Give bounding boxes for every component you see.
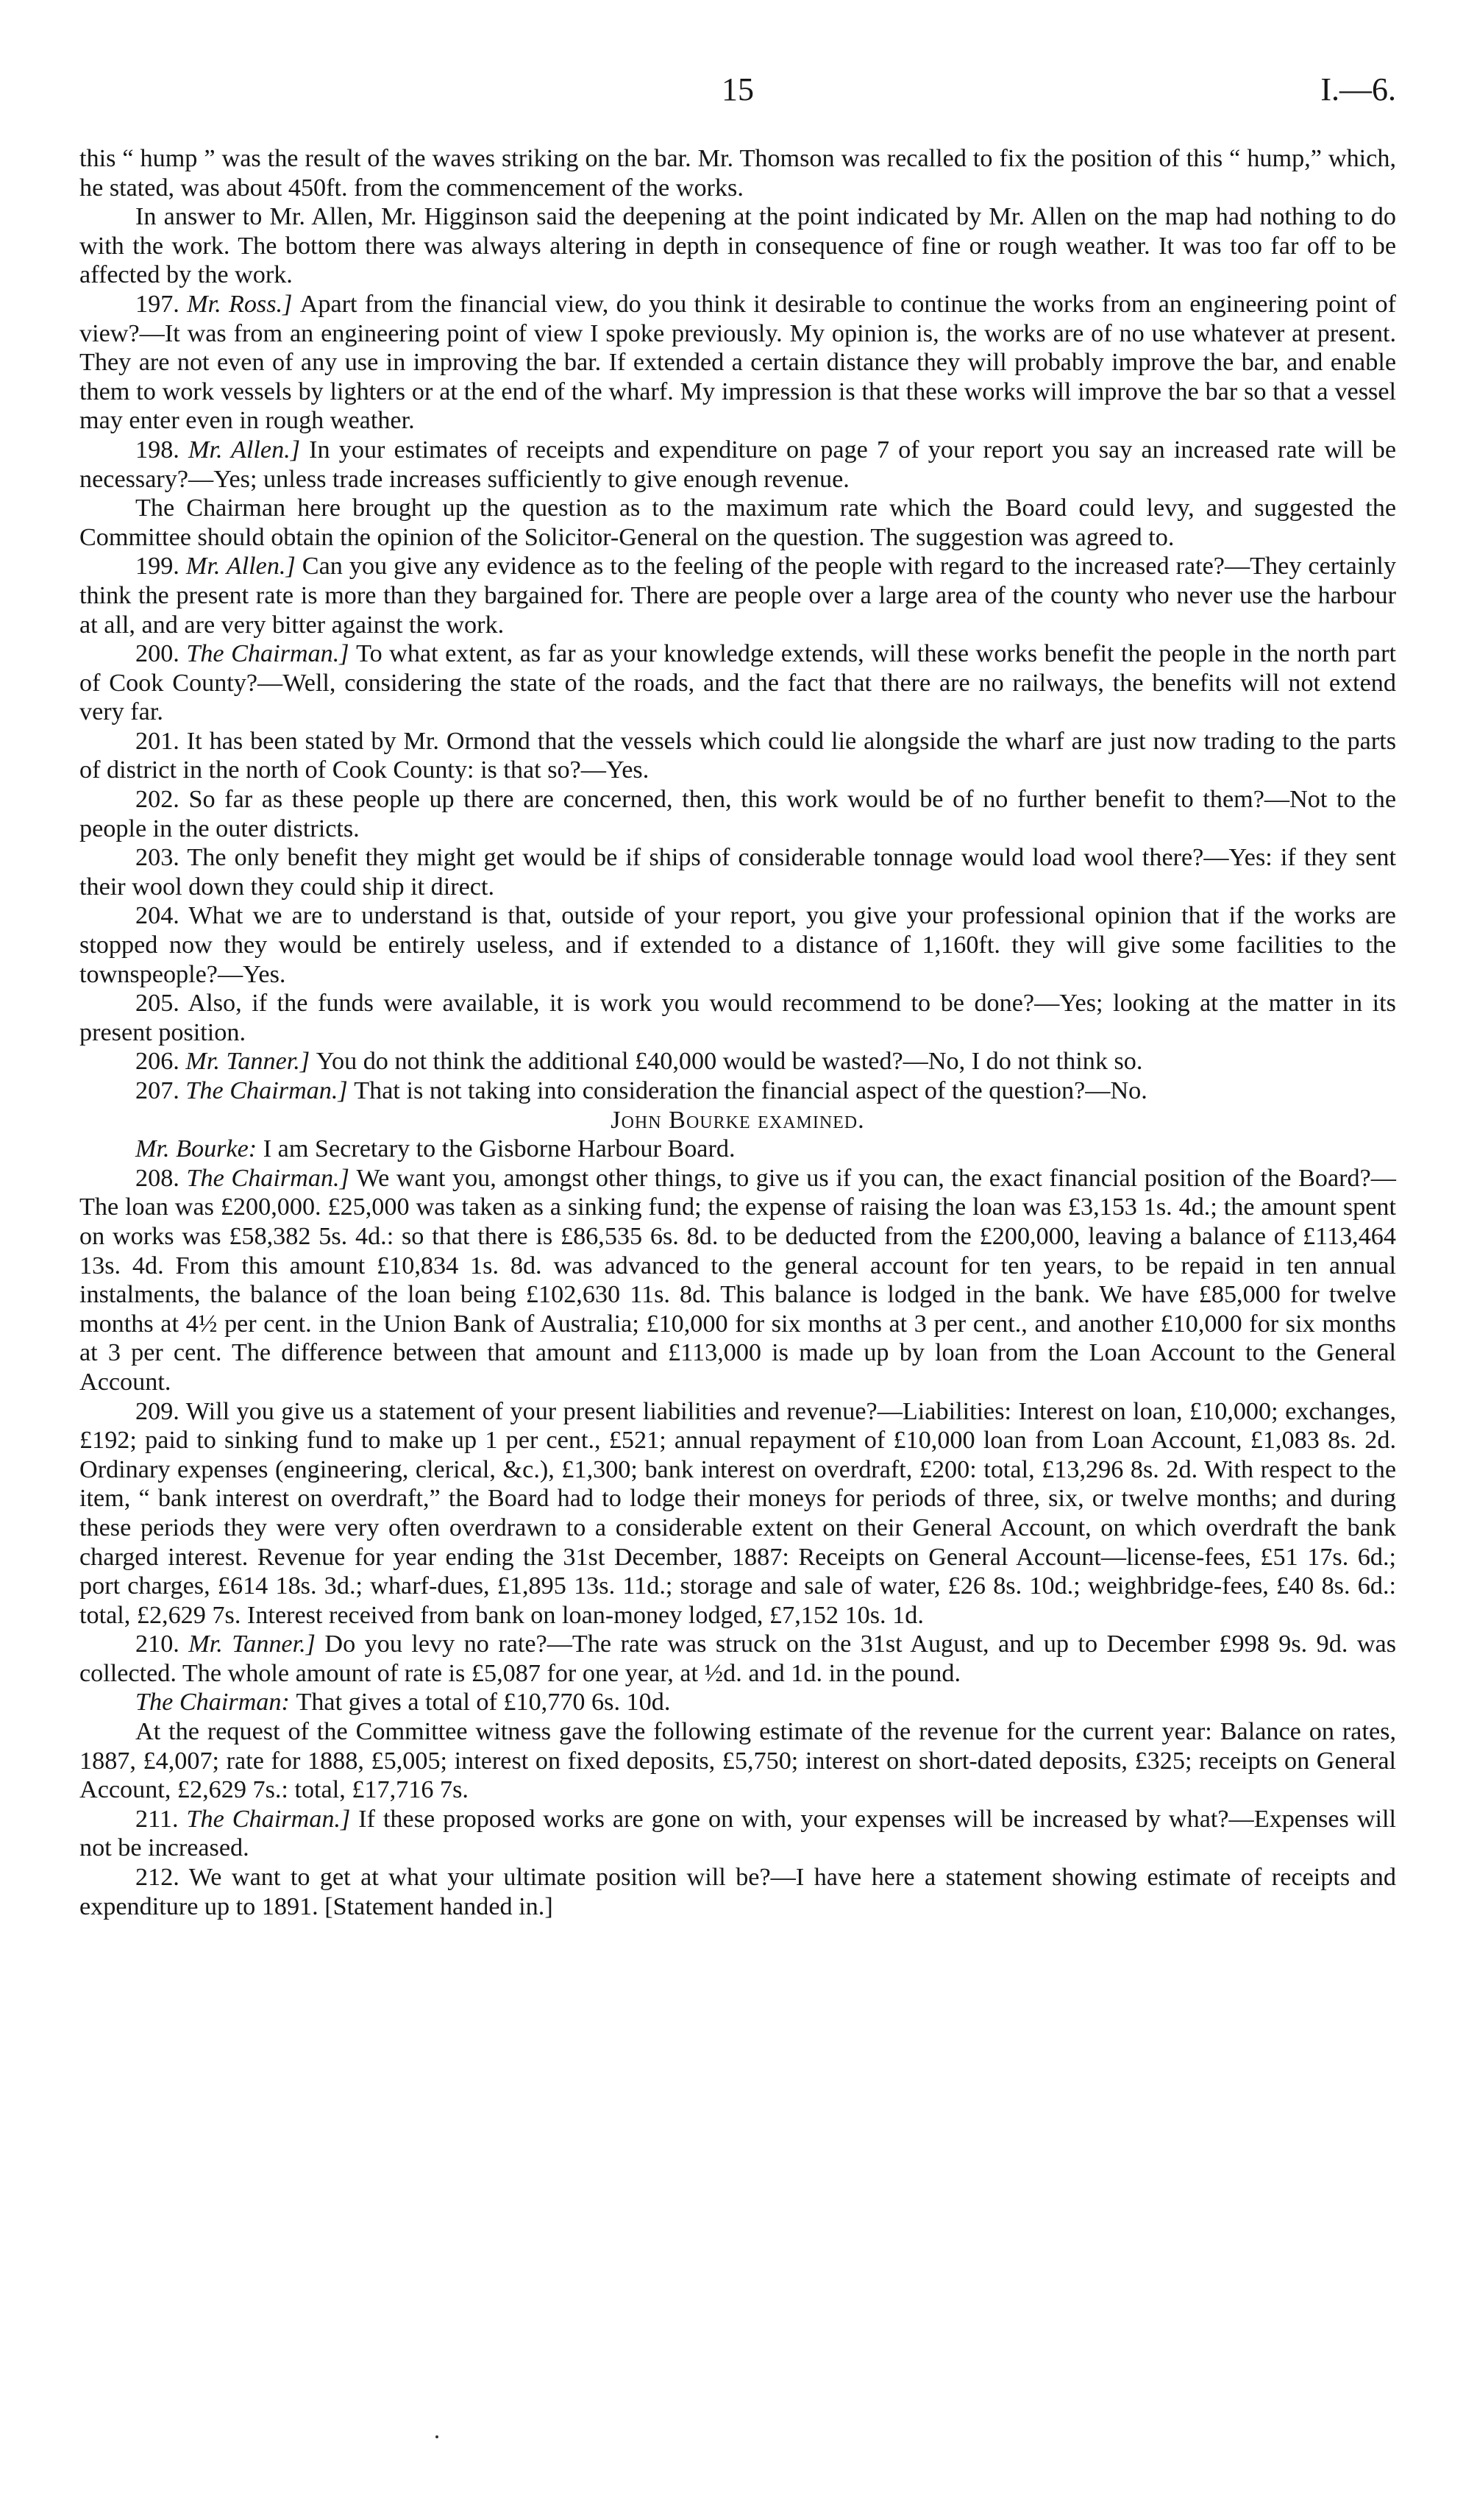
document-reference: I.—6.: [1320, 71, 1396, 107]
question-paragraph: [79, 989, 1396, 1047]
question-number: 209.: [135, 1397, 186, 1425]
paragraph-text: You do not think the additional £40,000 would be wasted?—No, I do not think so.: [316, 1048, 1143, 1076]
question-paragraph: [79, 1863, 1396, 1921]
paragraph: [79, 1688, 1396, 1717]
speaker-label: Mr. Allen.]: [185, 553, 302, 581]
paragraph-text: If these proposed works are gone on with, your expenses will be increased by what?—Expenses will not be increased.: [79, 1805, 1396, 1862]
question-number: 198.: [135, 436, 188, 464]
paragraph-text: this “ hump ” was the result of the waves striking on the bar. Mr. Thomson was recalled to fix the position of this “ hump,” which, he stated, was about 450ft. from the commencement of the works.: [79, 145, 1396, 202]
question-paragraph: [79, 1164, 1396, 1397]
paragraph-text: At the request of the Committee witness gave the following estimate of the revenue for the current year: Balance on rates, 1887, £4,007; rate for 1888, £5,005; interest on fixed deposits, £5,750; interest on short-dated deposits, £325; receipts on General Account, £2,629 7s.: total, £17,716 7s.: [79, 1718, 1396, 1804]
paragraph-text: That gives a total of £10,770 6s. 10d.: [296, 1689, 671, 1717]
question-number: 210.: [135, 1630, 189, 1658]
question-paragraph: [79, 1047, 1396, 1076]
paragraph-text: The only benefit they might get would be if ships of considerable tonnage would load wool there?—Yes: if they sent their wool down they could ship it direct.: [79, 844, 1396, 901]
witness-heading: John Bourke examined.: [611, 1106, 865, 1134]
speaker-label: Mr. Allen.]: [188, 436, 310, 464]
question-number: 197.: [135, 290, 188, 318]
question-number: 208.: [135, 1164, 187, 1192]
question-paragraph: [79, 290, 1396, 436]
paragraph: [79, 494, 1396, 552]
paragraph-text: I am Secretary to the Gisborne Harbour Board.: [263, 1135, 736, 1163]
paragraph-text: What we are to understand is that, outside of your report, you give your professional opinion that if the works are stopped now they would be entirely useless, and if extended to a distance of 1,160ft. they will give some facilities to the townspeople?—Yes.: [79, 902, 1396, 988]
paragraph: [79, 144, 1396, 202]
speaker-label: Mr. Bourke:: [135, 1135, 263, 1163]
paragraph-text: That is not taking into consideration the financial aspect of the question?—No.: [354, 1077, 1147, 1104]
speaker-label: The Chairman.]: [185, 1077, 355, 1104]
question-number: 206.: [135, 1048, 186, 1076]
question-paragraph: [79, 1397, 1396, 1630]
question-number: 205.: [135, 990, 188, 1018]
question-number: 201.: [135, 727, 187, 755]
body-text: [79, 144, 1396, 1921]
question-number: 211.: [135, 1805, 187, 1833]
question-paragraph: [79, 436, 1396, 494]
paragraph-text: In answer to Mr. Allen, Mr. Higginson said the deepening at the point indicated by Mr. Allen on the map had nothing to do with the work. The bottom there was always altering in depth in consequence of fine or rough weather. It was too far off to be affected by the work.: [79, 203, 1396, 289]
paragraph-text: It has been stated by Mr. Ormond that the vessels which could lie alongside the wharf are just now trading to the parts of district in the north of Cook County: is that so?—Yes.: [79, 727, 1397, 784]
question-number: 202.: [135, 786, 189, 814]
question-number: 207.: [135, 1077, 186, 1104]
paragraph-text: We want you, amongst other things, to give us if you can, the exact financial position of the Board?—The loan was £200,000. £25,000 was taken as a sinking fund; the expense of raising the loan was £3,153 1s. 4d.; the amount spent on works was £58,382 5s. 4d.: so that there is £86,535 6s. 8d. to be deducted from the £200,000, leaving a balance of £113,464 13s. 4d. From this amount £10,834 1s. 8d. was advanced to the general account for ten years, to be repaid in ten annual instalments, the balance of the loan being £102,630 11s. 8d. This balance is lodged in the bank. We have £85,000 for twelve months at 4½ per cent. in the Union Bank of Australia; £10,000 for six months at 3 per cent., and another £10,000 for six months at 3 per cent. The difference between that amount and £113,000 is made up by loan from the Loan Account to the General Account.: [79, 1164, 1396, 1396]
speaker-label: Mr. Ross.]: [187, 290, 300, 318]
paragraph: [79, 202, 1396, 290]
speaker-label: The Chairman.]: [186, 1805, 359, 1833]
paragraph-text: Can you give any evidence as to the feeling of the people with regard to the increased rate?—They certainly think the present rate is more than they bargained for. There are people over a large area of the county who never use the harbour at all, and are very bitter against the work.: [79, 553, 1397, 639]
speaker-label: Mr. Tanner.]: [185, 1048, 316, 1076]
paragraph-text: Also, if the funds were available, it is work you would recommend to be done?—Yes; looking at the matter in its present position.: [79, 990, 1396, 1046]
question-paragraph: [79, 785, 1396, 843]
paragraph-text: So far as these people up there are concerned, then, this work would be of no further benefit to them?—Not to the people in the outer districts.: [79, 786, 1397, 842]
question-number: 212.: [135, 1864, 189, 1892]
paragraph: [79, 1135, 1396, 1164]
speaker-label: Mr. Tanner.]: [188, 1630, 325, 1658]
question-paragraph: [79, 1630, 1396, 1688]
paragraph-text: Will you give us a statement of your present liabilities and revenue?—Liabilities: Interest on loan, £10,000; exchanges, £192; paid to sinking fund to make up 1 per cent., £521; annual repayment of £10,000 loan from Loan Account, £1,083 8s. 2d. Ordinary expenses (engineering, clerical, &c.), £1,300; bank interest on overdraft, £200: total, £13,296 8s. 2d. With respect to the item, “ bank interest on overdraft,” the Board had to lodge their moneys for periods of three, six, or twelve months; and during these periods they were very often overdrawn to a considerable extent on their General Account, on which overdraft the bank charged interest. Revenue for year ending the 31st December, 1887: Receipts on General Account—license-fees, £51 17s. 6d.; port charges, £614 18s. 3d.; wharf-dues, £1,895 13s. 11d.; storage and sale of water, £26 8s. 10d.; weighbridge-fees, £40 8s. 6d.: total, £2,629 7s. Interest received from bank on loan-money lodged, £7,152 10s. 1d.: [79, 1397, 1396, 1629]
question-paragraph: [79, 843, 1396, 901]
question-number: 204.: [135, 902, 189, 930]
question-paragraph: [79, 639, 1396, 727]
speaker-label: The Chairman.]: [186, 640, 357, 668]
question-number: 199.: [135, 553, 186, 581]
question-number: 200.: [135, 640, 187, 668]
stray-mark: [435, 2435, 438, 2438]
page-number: 15: [722, 71, 754, 107]
question-paragraph: [79, 552, 1396, 639]
speaker-label: The Chairman:: [135, 1689, 296, 1717]
question-paragraph: [79, 901, 1396, 989]
paragraph-text: Apart from the financial view, do you think it desirable to continue the works from an engineering point of view?—It was from an engineering point of view I spoke previously. My opinion is, the works are of no use whatever at present. They are not even of any use in improving the bar. If extended a certain distance they will probably improve the bar, and enable them to work vessels by lighters or at the end of the wharf. My impression is that these works will improve the bar so that a vessel may enter even in rough weather.: [79, 290, 1396, 435]
question-paragraph: [79, 1805, 1396, 1863]
speaker-label: The Chairman.]: [186, 1164, 357, 1192]
paragraph-text: To what extent, as far as your knowledge extends, will these works benefit the people in the north part of Cook County?—Well, considering the state of the roads, and the fact that there are no railways, the benefits will not extend very far.: [79, 640, 1397, 726]
paragraph-text: Do you levy no rate?—The rate was struck on the 31st August, and up to December £998 9s. 9d. was collected. The whole amount of rate is £5,087 for one year, at ½d. and 1d. in the pound.: [79, 1630, 1397, 1687]
page-header: [79, 71, 1396, 115]
paragraph-text: We want to get at what your ultimate position will be?—I have here a statement showing estimate of receipts and expenditure up to 1891. [Statement handed in.]: [79, 1864, 1396, 1920]
question-paragraph: [79, 727, 1396, 785]
paragraph-text: In your estimates of receipts and expenditure on page 7 of your report you say an increased rate will be necessary?—Yes; unless trade increases sufficiently to give enough revenue.: [79, 436, 1397, 493]
question-paragraph: [79, 1076, 1396, 1106]
paragraph: [79, 1717, 1396, 1805]
paragraph-text: The Chairman here brought up the question as to the maximum rate which the Board could levy, and suggested the Committee should obtain the opinion of the Solicitor-General on the question. The suggestion was agreed to.: [79, 494, 1396, 551]
question-number: 203.: [135, 844, 188, 872]
